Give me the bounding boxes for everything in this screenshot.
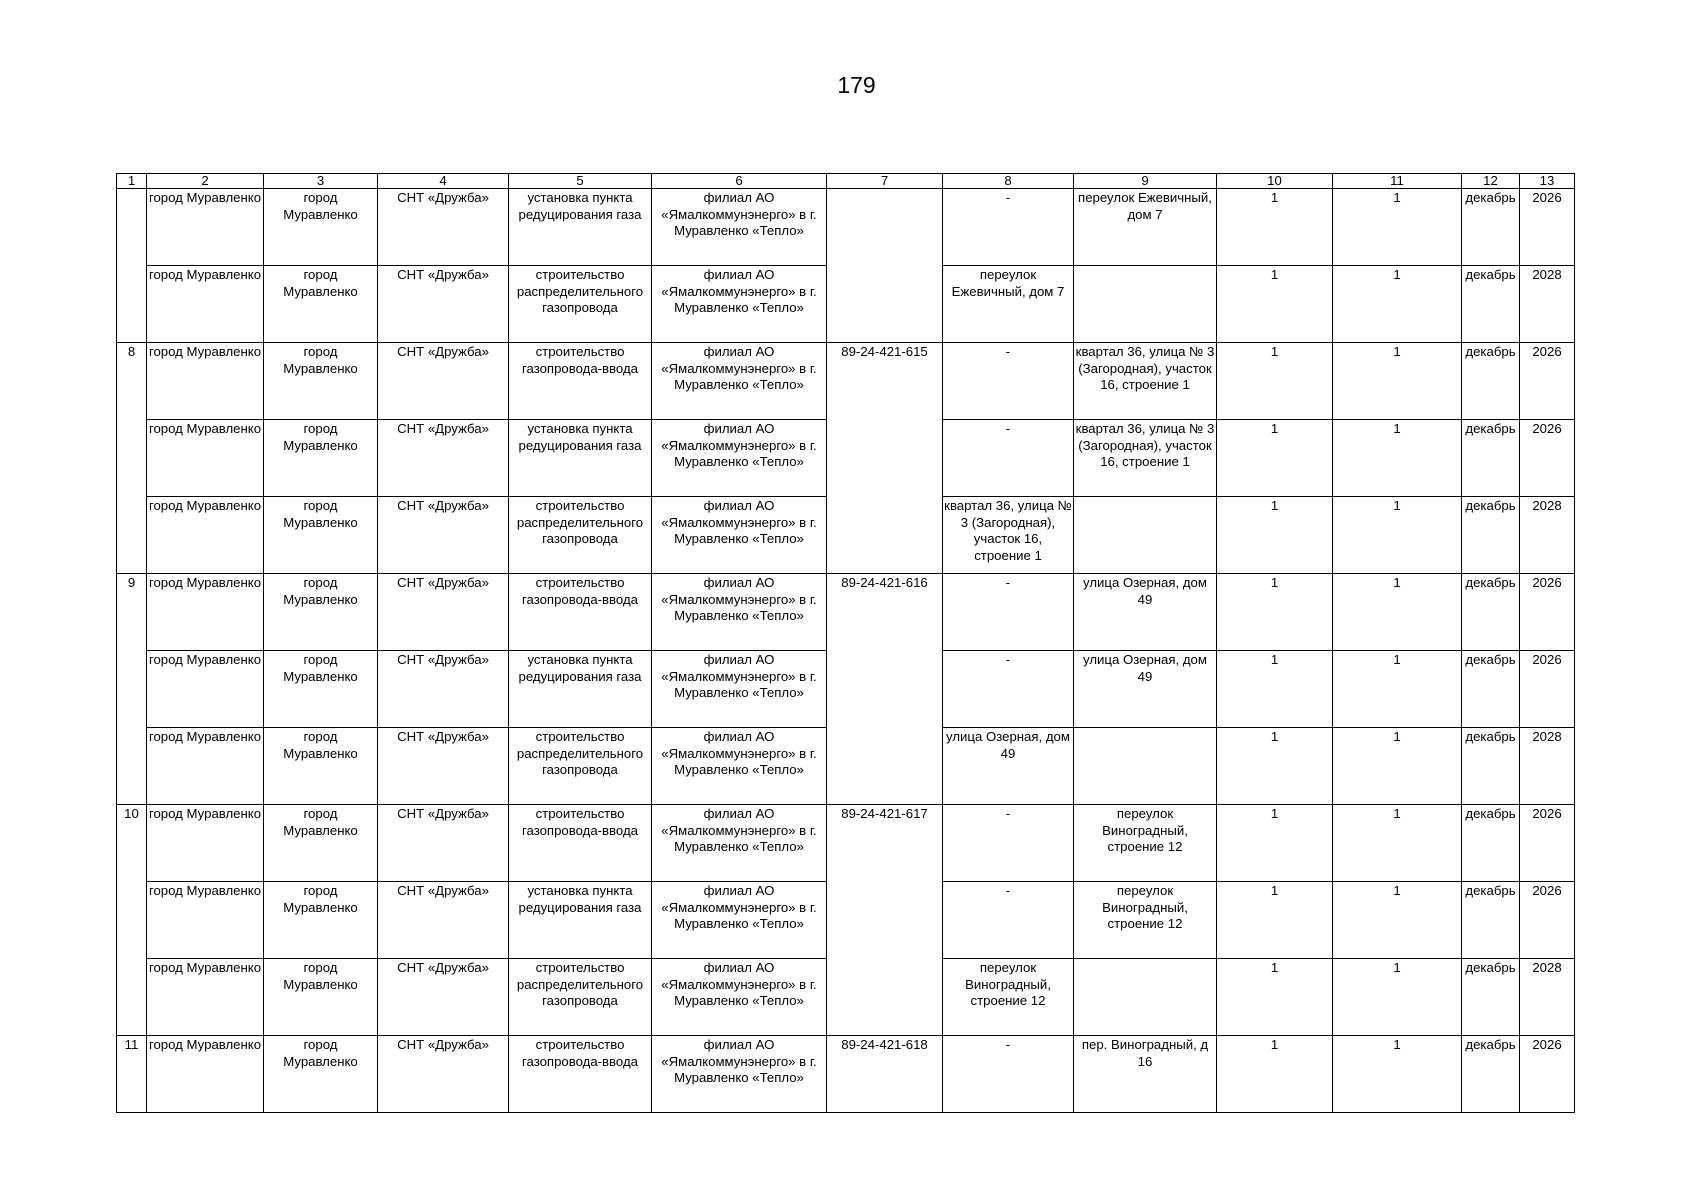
month-cell: декабрь <box>1462 266 1520 343</box>
municipality-cell: город Муравленко <box>147 343 264 420</box>
column-header: 7 <box>827 174 943 189</box>
column-header: 11 <box>1333 174 1462 189</box>
address-from-cell: переулок Виноградный, строение 12 <box>943 959 1074 1036</box>
address-to-cell: улица Озерная, дом 49 <box>1074 574 1217 651</box>
table-row <box>117 343 1575 420</box>
year-cell: 2028 <box>1520 959 1575 1036</box>
settlement-cell: город Муравленко <box>264 189 378 266</box>
count-cell: 1 <box>1333 266 1462 343</box>
municipality-cell: город Муравленко <box>147 189 264 266</box>
settlement-cell: город Муравленко <box>264 420 378 497</box>
municipality-cell: город Муравленко <box>147 882 264 959</box>
year-cell: 2026 <box>1520 805 1575 882</box>
table-body <box>117 174 1575 1113</box>
address-to-cell: переулок Виноградный, строение 12 <box>1074 805 1217 882</box>
operator-cell: филиал АО «Ямалкоммунэнерго» в г. Муравленко «Тепло» <box>652 959 827 1036</box>
snt-name-cell: СНТ «Дружба» <box>378 882 509 959</box>
address-from-cell: - <box>943 805 1074 882</box>
month-cell: декабрь <box>1462 1036 1520 1113</box>
address-to-cell <box>1074 497 1217 574</box>
work-type-cell: строительство газопровода-ввода <box>509 1036 652 1113</box>
snt-name-cell: СНТ «Дружба» <box>378 266 509 343</box>
operator-cell: филиал АО «Ямалкоммунэнерго» в г. Муравленко «Тепло» <box>652 574 827 651</box>
column-header-row <box>117 174 1575 189</box>
month-cell: декабрь <box>1462 343 1520 420</box>
column-header: 13 <box>1520 174 1575 189</box>
month-cell: декабрь <box>1462 574 1520 651</box>
operator-cell: филиал АО «Ямалкоммунэнерго» в г. Муравленко «Тепло» <box>652 497 827 574</box>
month-cell: декабрь <box>1462 959 1520 1036</box>
operator-cell: филиал АО «Ямалкоммунэнерго» в г. Муравленко «Тепло» <box>652 728 827 805</box>
month-cell: декабрь <box>1462 651 1520 728</box>
address-from-cell: - <box>943 343 1074 420</box>
address-from-cell: - <box>943 882 1074 959</box>
quantity-cell: 1 <box>1217 189 1333 266</box>
work-type-cell: строительство распределительного газопровода <box>509 266 652 343</box>
quantity-cell: 1 <box>1217 651 1333 728</box>
municipality-cell: город Муравленко <box>147 266 264 343</box>
settlement-cell: город Муравленко <box>264 497 378 574</box>
quantity-cell: 1 <box>1217 805 1333 882</box>
settlement-cell: город Муравленко <box>264 574 378 651</box>
month-cell: декабрь <box>1462 420 1520 497</box>
column-header: 1 <box>117 174 147 189</box>
municipality-cell: город Муравленко <box>147 959 264 1036</box>
object-code-cell: 89-24-421-618 <box>827 1036 943 1113</box>
count-cell: 1 <box>1333 343 1462 420</box>
snt-name-cell: СНТ «Дружба» <box>378 497 509 574</box>
month-cell: декабрь <box>1462 497 1520 574</box>
column-header: 8 <box>943 174 1074 189</box>
object-number-cell <box>117 189 147 343</box>
work-type-cell: строительство газопровода-ввода <box>509 805 652 882</box>
year-cell: 2026 <box>1520 651 1575 728</box>
operator-cell: филиал АО «Ямалкоммунэнерго» в г. Муравленко «Тепло» <box>652 882 827 959</box>
month-cell: декабрь <box>1462 805 1520 882</box>
month-cell: декабрь <box>1462 189 1520 266</box>
address-to-cell: квартал 36, улица № 3 (Загородная), участок 16, строение 1 <box>1074 420 1217 497</box>
operator-cell: филиал АО «Ямалкоммунэнерго» в г. Муравленко «Тепло» <box>652 343 827 420</box>
municipality-cell: город Муравленко <box>147 574 264 651</box>
work-type-cell: установка пункта редуцирования газа <box>509 189 652 266</box>
snt-name-cell: СНТ «Дружба» <box>378 959 509 1036</box>
object-code-cell: 89-24-421-615 <box>827 343 943 574</box>
page-number: 179 <box>837 72 876 98</box>
object-number-cell: 8 <box>117 343 147 574</box>
count-cell: 1 <box>1333 805 1462 882</box>
address-from-cell: - <box>943 1036 1074 1113</box>
year-cell: 2026 <box>1520 189 1575 266</box>
address-from-cell: квартал 36, улица № 3 (Загородная), участок 16, строение 1 <box>943 497 1074 574</box>
month-cell: декабрь <box>1462 882 1520 959</box>
work-type-cell: строительство газопровода-ввода <box>509 574 652 651</box>
work-type-cell: строительство распределительного газопровода <box>509 728 652 805</box>
settlement-cell: город Муравленко <box>264 266 378 343</box>
municipality-cell: город Муравленко <box>147 1036 264 1113</box>
year-cell: 2028 <box>1520 728 1575 805</box>
operator-cell: филиал АО «Ямалкоммунэнерго» в г. Муравленко «Тепло» <box>652 266 827 343</box>
quantity-cell: 1 <box>1217 728 1333 805</box>
operator-cell: филиал АО «Ямалкоммунэнерго» в г. Муравленко «Тепло» <box>652 420 827 497</box>
work-type-cell: строительство газопровода-ввода <box>509 343 652 420</box>
quantity-cell: 1 <box>1217 420 1333 497</box>
snt-name-cell: СНТ «Дружба» <box>378 1036 509 1113</box>
year-cell: 2026 <box>1520 574 1575 651</box>
count-cell: 1 <box>1333 574 1462 651</box>
operator-cell: филиал АО «Ямалкоммунэнерго» в г. Муравленко «Тепло» <box>652 805 827 882</box>
settlement-cell: город Муравленко <box>264 728 378 805</box>
address-from-cell: переулок Ежевичный, дом 7 <box>943 266 1074 343</box>
snt-name-cell: СНТ «Дружба» <box>378 574 509 651</box>
municipality-cell: город Муравленко <box>147 805 264 882</box>
work-type-cell: строительство распределительного газопровода <box>509 497 652 574</box>
snt-name-cell: СНТ «Дружба» <box>378 343 509 420</box>
operator-cell: филиал АО «Ямалкоммунэнерго» в г. Муравленко «Тепло» <box>652 189 827 266</box>
operator-cell: филиал АО «Ямалкоммунэнерго» в г. Муравленко «Тепло» <box>652 651 827 728</box>
settlement-cell: город Муравленко <box>264 805 378 882</box>
address-to-cell: квартал 36, улица № 3 (Загородная), участок 16, строение 1 <box>1074 343 1217 420</box>
address-from-cell: - <box>943 420 1074 497</box>
municipality-cell: город Муравленко <box>147 651 264 728</box>
quantity-cell: 1 <box>1217 343 1333 420</box>
column-header: 10 <box>1217 174 1333 189</box>
address-from-cell: улица Озерная, дом 49 <box>943 728 1074 805</box>
count-cell: 1 <box>1333 882 1462 959</box>
column-header: 9 <box>1074 174 1217 189</box>
work-type-cell: строительство распределительного газопровода <box>509 959 652 1036</box>
settlement-cell: город Муравленко <box>264 882 378 959</box>
month-cell: декабрь <box>1462 728 1520 805</box>
column-header: 2 <box>147 174 264 189</box>
operator-cell: филиал АО «Ямалкоммунэнерго» в г. Муравленко «Тепло» <box>652 1036 827 1113</box>
quantity-cell: 1 <box>1217 1036 1333 1113</box>
snt-name-cell: СНТ «Дружба» <box>378 805 509 882</box>
snt-name-cell: СНТ «Дружба» <box>378 651 509 728</box>
count-cell: 1 <box>1333 728 1462 805</box>
year-cell: 2028 <box>1520 497 1575 574</box>
count-cell: 1 <box>1333 497 1462 574</box>
count-cell: 1 <box>1333 420 1462 497</box>
column-header: 5 <box>509 174 652 189</box>
address-to-cell <box>1074 728 1217 805</box>
work-type-cell: установка пункта редуцирования газа <box>509 420 652 497</box>
snt-name-cell: СНТ «Дружба» <box>378 420 509 497</box>
object-code-cell: 89-24-421-616 <box>827 574 943 805</box>
address-from-cell: - <box>943 189 1074 266</box>
municipality-cell: город Муравленко <box>147 420 264 497</box>
address-to-cell <box>1074 959 1217 1036</box>
address-to-cell: переулок Ежевичный, дом 7 <box>1074 189 1217 266</box>
settlement-cell: город Муравленко <box>264 343 378 420</box>
column-header: 3 <box>264 174 378 189</box>
year-cell: 2026 <box>1520 1036 1575 1113</box>
year-cell: 2028 <box>1520 266 1575 343</box>
year-cell: 2026 <box>1520 343 1575 420</box>
snt-name-cell: СНТ «Дружба» <box>378 728 509 805</box>
quantity-cell: 1 <box>1217 959 1333 1036</box>
count-cell: 1 <box>1333 651 1462 728</box>
quantity-cell: 1 <box>1217 882 1333 959</box>
count-cell: 1 <box>1333 959 1462 1036</box>
address-to-cell <box>1074 266 1217 343</box>
address-to-cell: пер. Виноградный, д 16 <box>1074 1036 1217 1113</box>
address-to-cell: переулок Виноградный, строение 12 <box>1074 882 1217 959</box>
quantity-cell: 1 <box>1217 266 1333 343</box>
address-from-cell: - <box>943 574 1074 651</box>
column-header: 6 <box>652 174 827 189</box>
settlement-cell: город Муравленко <box>264 959 378 1036</box>
object-number-cell: 10 <box>117 805 147 1036</box>
column-header: 12 <box>1462 174 1520 189</box>
address-from-cell: - <box>943 651 1074 728</box>
work-type-cell: установка пункта редуцирования газа <box>509 651 652 728</box>
municipality-cell: город Муравленко <box>147 728 264 805</box>
count-cell: 1 <box>1333 189 1462 266</box>
column-header: 4 <box>378 174 509 189</box>
table-row <box>117 574 1575 651</box>
address-to-cell: улица Озерная, дом 49 <box>1074 651 1217 728</box>
object-number-cell: 9 <box>117 574 147 805</box>
table-row <box>117 805 1575 882</box>
table-row <box>117 189 1575 266</box>
table-row <box>117 1036 1575 1113</box>
gasification-schedule-table <box>116 173 1575 1113</box>
quantity-cell: 1 <box>1217 574 1333 651</box>
object-number-cell: 11 <box>117 1036 147 1113</box>
year-cell: 2026 <box>1520 882 1575 959</box>
year-cell: 2026 <box>1520 420 1575 497</box>
quantity-cell: 1 <box>1217 497 1333 574</box>
settlement-cell: город Муравленко <box>264 651 378 728</box>
settlement-cell: город Муравленко <box>264 1036 378 1113</box>
snt-name-cell: СНТ «Дружба» <box>378 189 509 266</box>
work-type-cell: установка пункта редуцирования газа <box>509 882 652 959</box>
municipality-cell: город Муравленко <box>147 497 264 574</box>
object-code-cell: 89-24-421-617 <box>827 805 943 1036</box>
object-code-cell <box>827 189 943 343</box>
count-cell: 1 <box>1333 1036 1462 1113</box>
